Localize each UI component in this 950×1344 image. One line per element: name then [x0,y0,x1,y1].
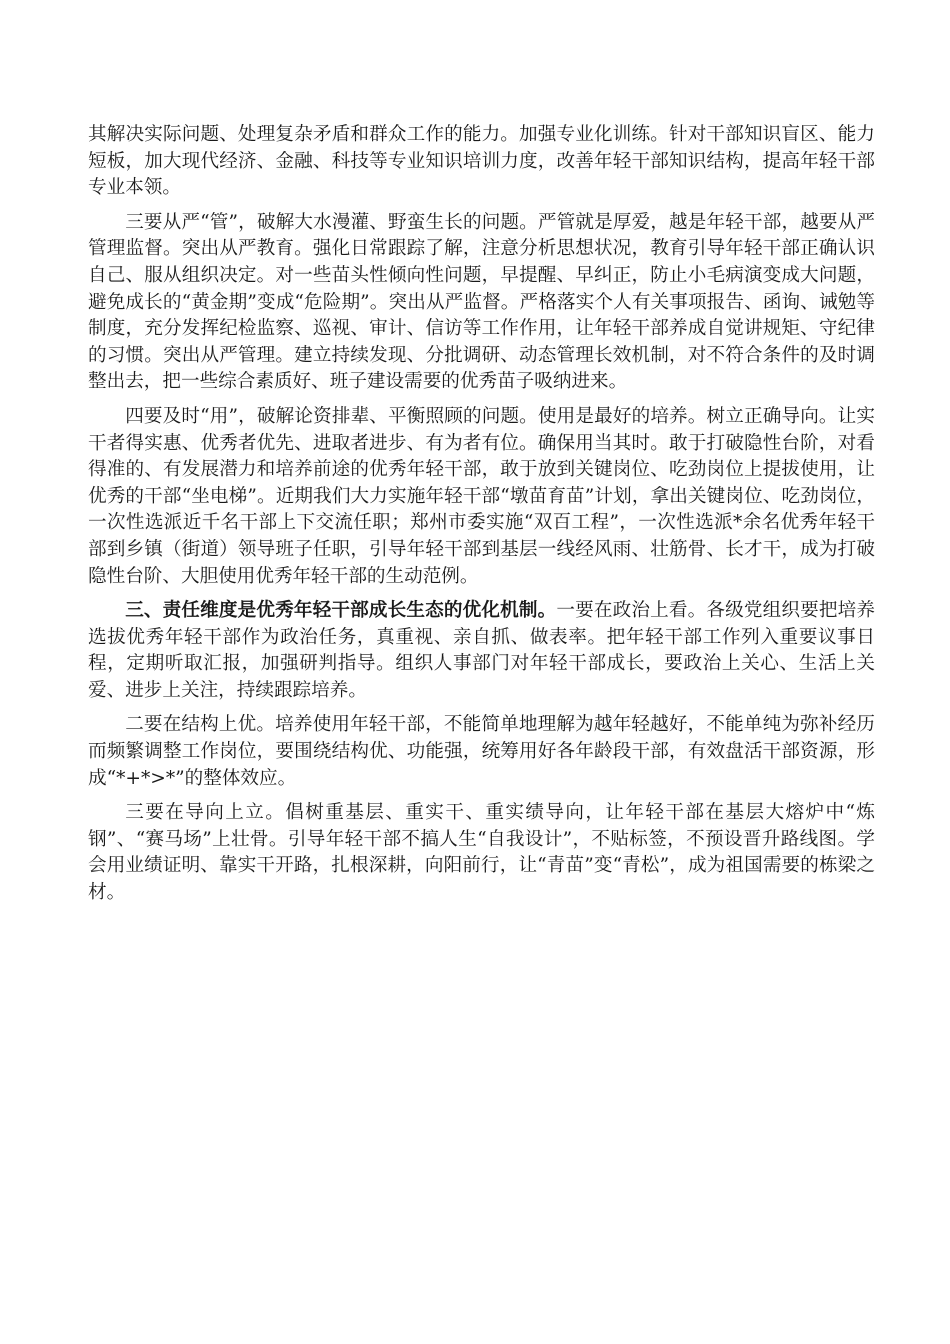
paragraph-guidance [88,800,875,906]
paragraph-timely-use [88,404,875,590]
paragraph-text: 其解决实际问题、处理复杂矛盾和群众工作的能力。加强专业化训练。针对干部知识盲区、能力短板，加大现代经济、金融、科技等专业知识培训力度，改善年轻干部知识结构，提高年轻干部专业本领。 [88,124,875,199]
paragraph-structure [88,712,875,792]
paragraph-strict-management [88,210,875,396]
paragraph-text: 三要从严“管”，破解大水漫灌、野蛮生长的问题。严管就是厚爱，越是年轻干部，越要从严管理监督。突出从严教育。强化日常跟踪了解，注意分析思想状况，教育引导年轻干部正确认识自己、服从组织决定。对一些苗头性倾向性问题，早提醒、早纠正，防止小毛病演变成大问题，避免成长的“黄金期”变成“危险期”。突出从严监督。严格落实个人有关事项报告、函询、诫勉等制度，充分发挥纪检监察、巡视、审计、信访等工作作用，让年轻干部养成自觉讲规矩、守纪律的习惯。突出从严管理。建立持续发现、分批调研、动态管理长效机制，对不符合条件的及时调整出去，把一些综合素质好、班子建设需要的优秀苗子吸纳进来。 [88,211,875,393]
section-heading: 三、责任维度是优秀年轻干部成长生态的优化机制。 [125,600,557,622]
document-body [88,122,875,915]
paragraph-text: 三要在导向上立。倡树重基层、重实干、重实绩导向，让年轻干部在基层大熔炉中“炼钢”、“赛马场”上壮骨。引导年轻干部不搞人生“自我设计”，不贴标签，不预设晋升路线图。学会用业绩证明、靠实干开路，扎根深耕，向阳前行，让“青苗”变“青松”，成为祖国需要的栋梁之材。 [88,802,875,904]
paragraph-responsibility-dimension [88,598,875,704]
paragraph-text: 一要在政治上看。各级党组织要把培养选拔优秀年轻干部作为政治任务，真重视、亲自抓、做表率。把年轻干部工作列入重要议事日程，定期听取汇报，加强研判指导。组织人事部门对年轻干部成长，要政治上关心、生活上关爱、进步上关注，持续跟踪培养。 [88,600,875,701]
paragraph-continuation [88,122,875,202]
paragraph-text: 四要及时“用”，破解论资排辈、平衡照顾的问题。使用是最好的培养。树立正确导向。让实干者得实惠、优秀者优先、进取者进步、有为者有位。确保用当其时。敢于打破隐性台阶，对看得准的、有发展潜力和培养前途的优秀年轻干部，敢于放到关键岗位、吃劲岗位上提拔使用，让优秀的干部“坐电梯”。近期我们大力实施年轻干部“墩苗育苗”计划，拿出关键岗位、吃劲岗位，一次性选派近千名干部上下交流任职；郑州市委实施“双百工程”，一次性选派*余名优秀年轻干部到乡镇（街道）领导班子任职，引导年轻干部到基层一线经风雨、壮筋骨、长才干，成为打破隐性台阶、大胆使用优秀年轻干部的生动范例。 [88,405,875,587]
paragraph-text: 二要在结构上优。培养使用年轻干部，不能简单地理解为越年轻越好，不能单纯为弥补经历而频繁调整工作岗位，要围绕结构优、功能强，统筹用好各年龄段干部，有效盘活干部资源，形成“*+*>*”的整体效应。 [88,714,875,789]
